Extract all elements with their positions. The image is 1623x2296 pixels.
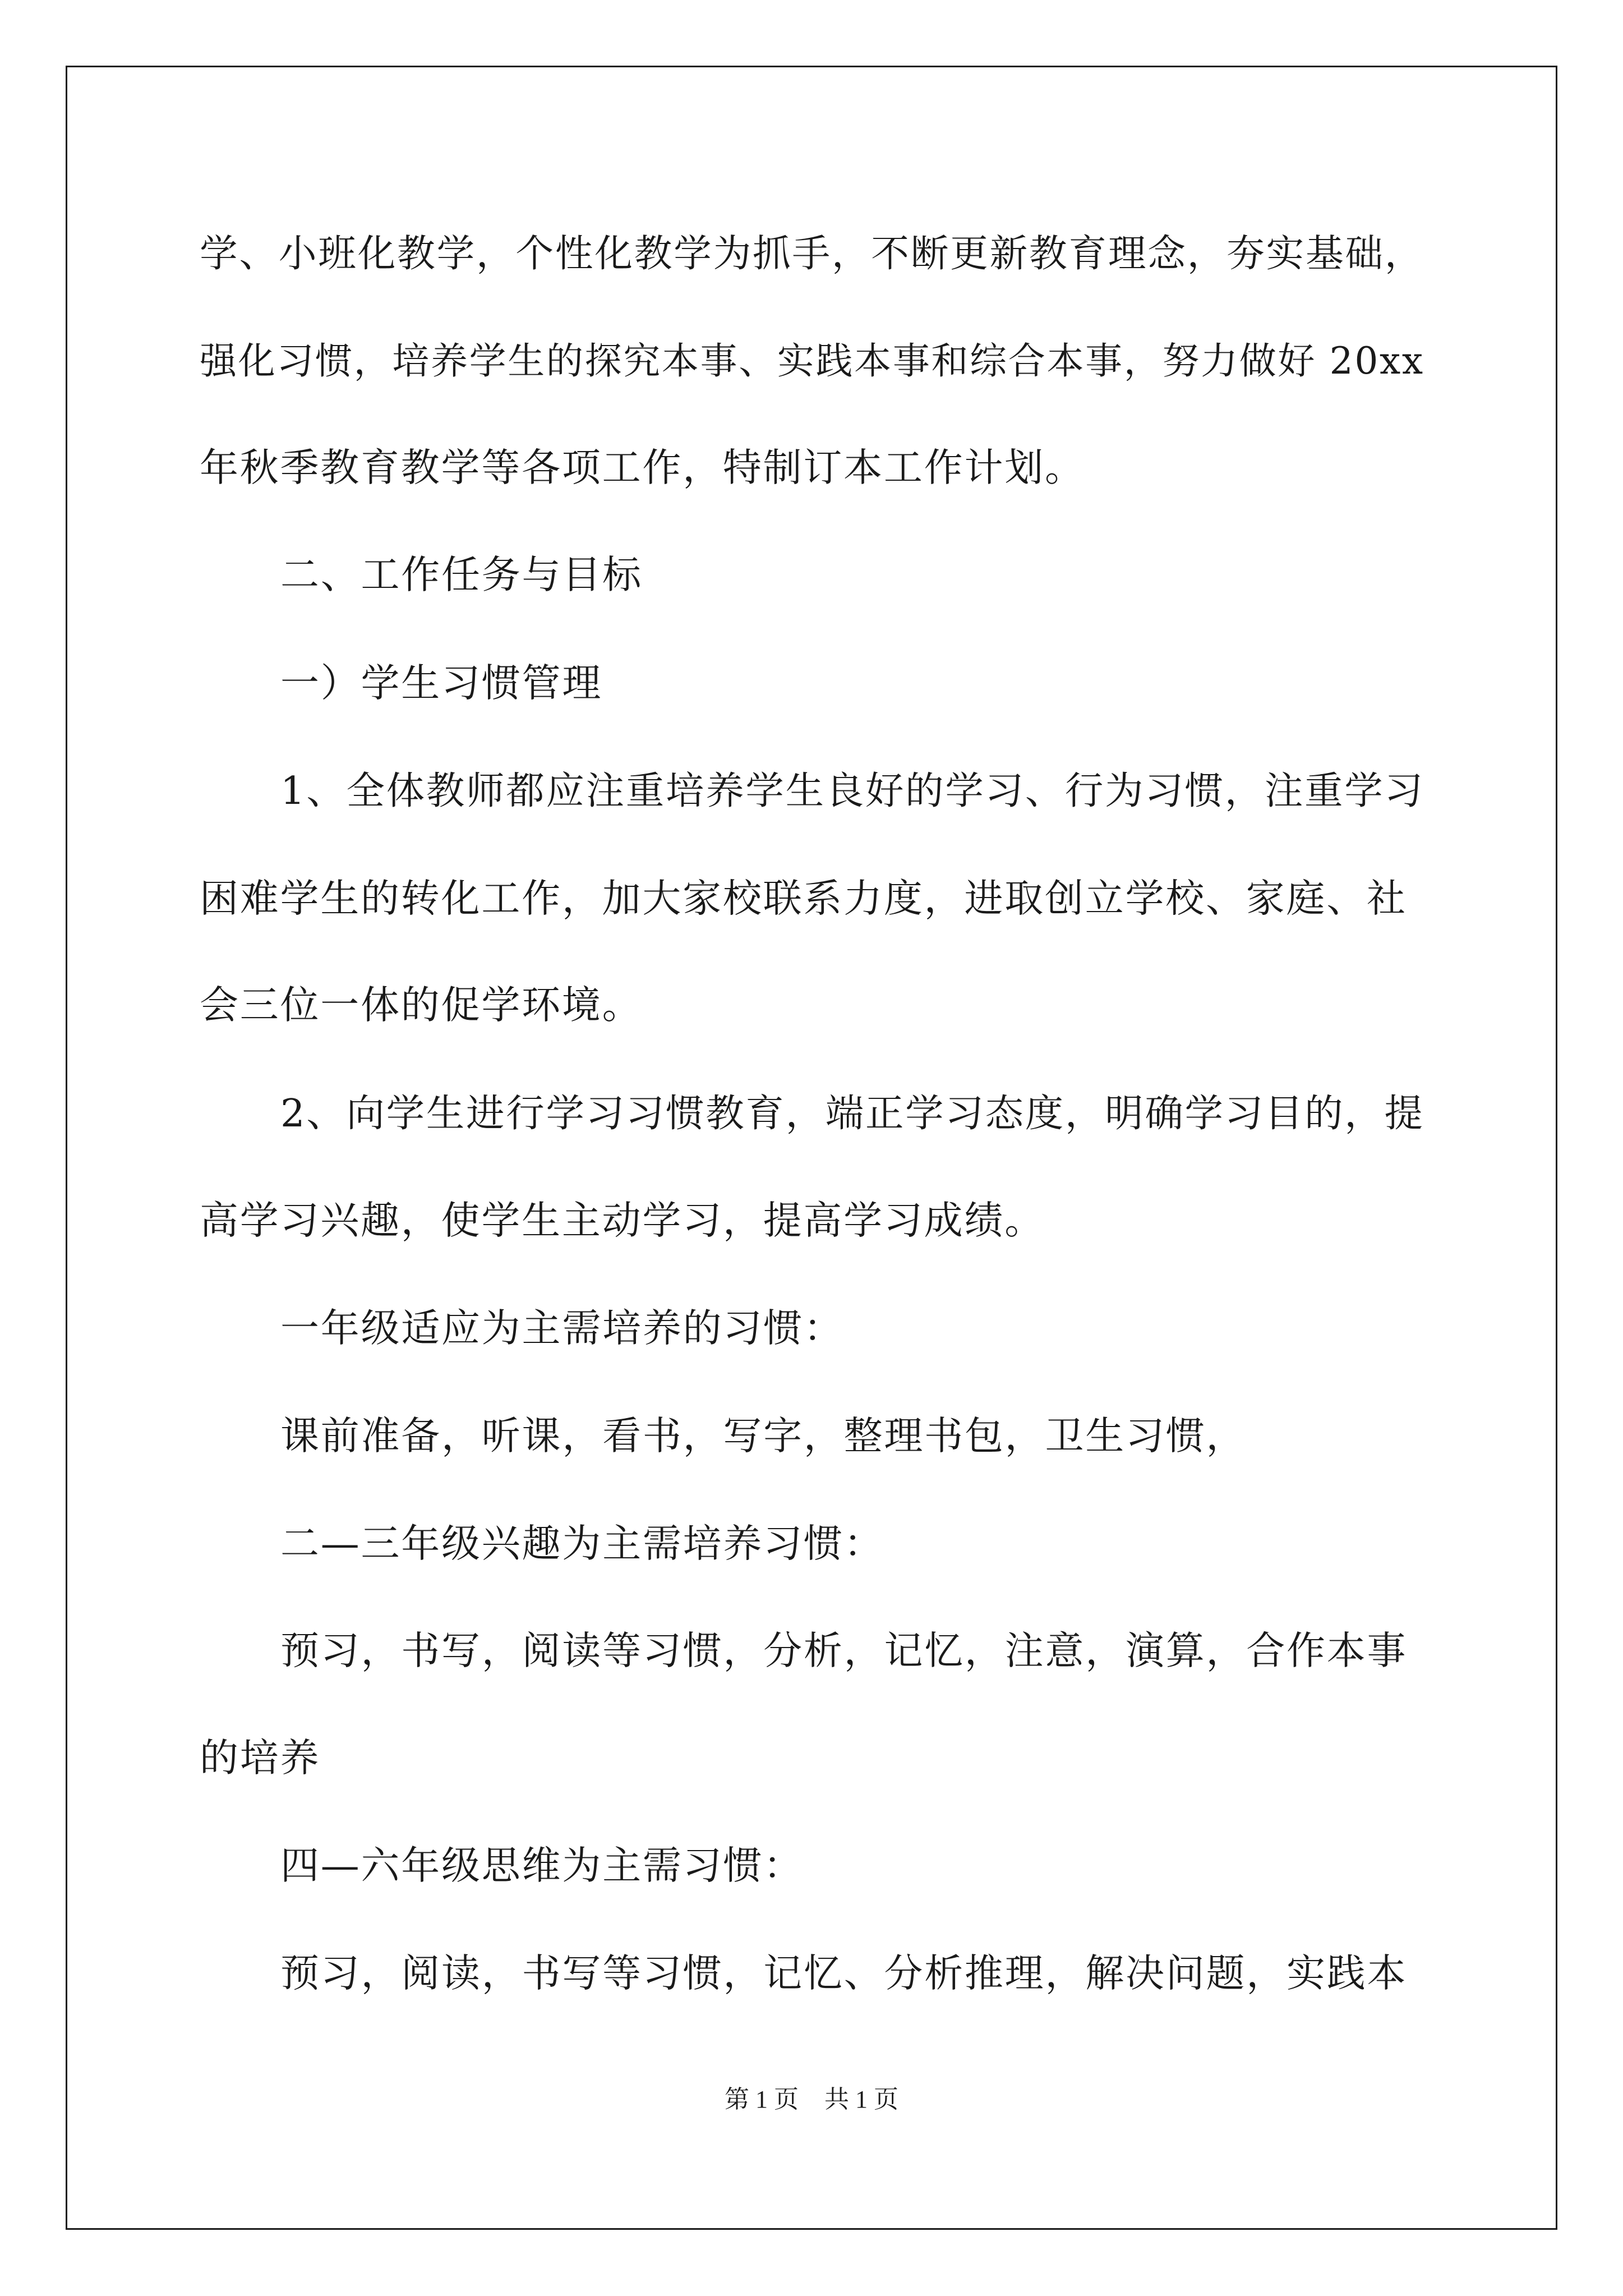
page-footer bbox=[0, 2083, 1623, 2116]
page-total: 共 1 页 bbox=[824, 2086, 898, 2113]
body-text-line: 2、向学生进行学习习惯教育，端正学习态度，明确学习目的，提 bbox=[280, 1091, 1424, 1136]
body-text-line: 预习，书写，阅读等习惯，分析，记忆，注意，演算，合作本事 bbox=[280, 1628, 1408, 1673]
body-text-line: 会三位一体的促学环境。 bbox=[200, 983, 643, 1028]
body-text-line: 高学习兴趣，使学生主动学习，提高学习成绩。 bbox=[200, 1198, 1045, 1243]
body-text-line: 二—三年级兴趣为主需培养习惯： bbox=[280, 1521, 884, 1566]
body-text-line: 四—六年级思维为主需习惯： bbox=[280, 1843, 804, 1888]
body-text-line: 困难学生的转化工作，加大家校联系力度，进取创立学校、家庭、社 bbox=[200, 876, 1407, 921]
body-text-line: 的培养 bbox=[200, 1736, 321, 1780]
body-text-line: 一年级适应为主需培养的习惯： bbox=[280, 1306, 844, 1351]
body-text-line: 预习，阅读，书写等习惯，记忆、分析推理，解决问题，实践本 bbox=[280, 1951, 1408, 1996]
page-number: 第 1 页 bbox=[725, 2086, 799, 2113]
body-text-line: 1、全体教师都应注重培养学生良好的学习、行为习惯，注重学习 bbox=[280, 769, 1424, 813]
page-border bbox=[66, 66, 1557, 2230]
body-text-line: 年秋季教育教学等各项工作，特制订本工作计划。 bbox=[200, 445, 1085, 490]
subsection-heading: 一）学生习惯管理 bbox=[280, 661, 603, 706]
body-text-line: 强化习惯，培养学生的探究本事、实践本事和综合本事，努力做好 20xx bbox=[200, 339, 1424, 383]
body-text-line: 课前准备，听课，看书，写字，整理书包，卫生习惯， bbox=[280, 1414, 1247, 1458]
section-heading: 二、工作任务与目标 bbox=[280, 553, 643, 597]
body-text-line: 学、小班化教学，个性化教学为抓手，不断更新教育理念，夯实基础， bbox=[200, 231, 1424, 275]
